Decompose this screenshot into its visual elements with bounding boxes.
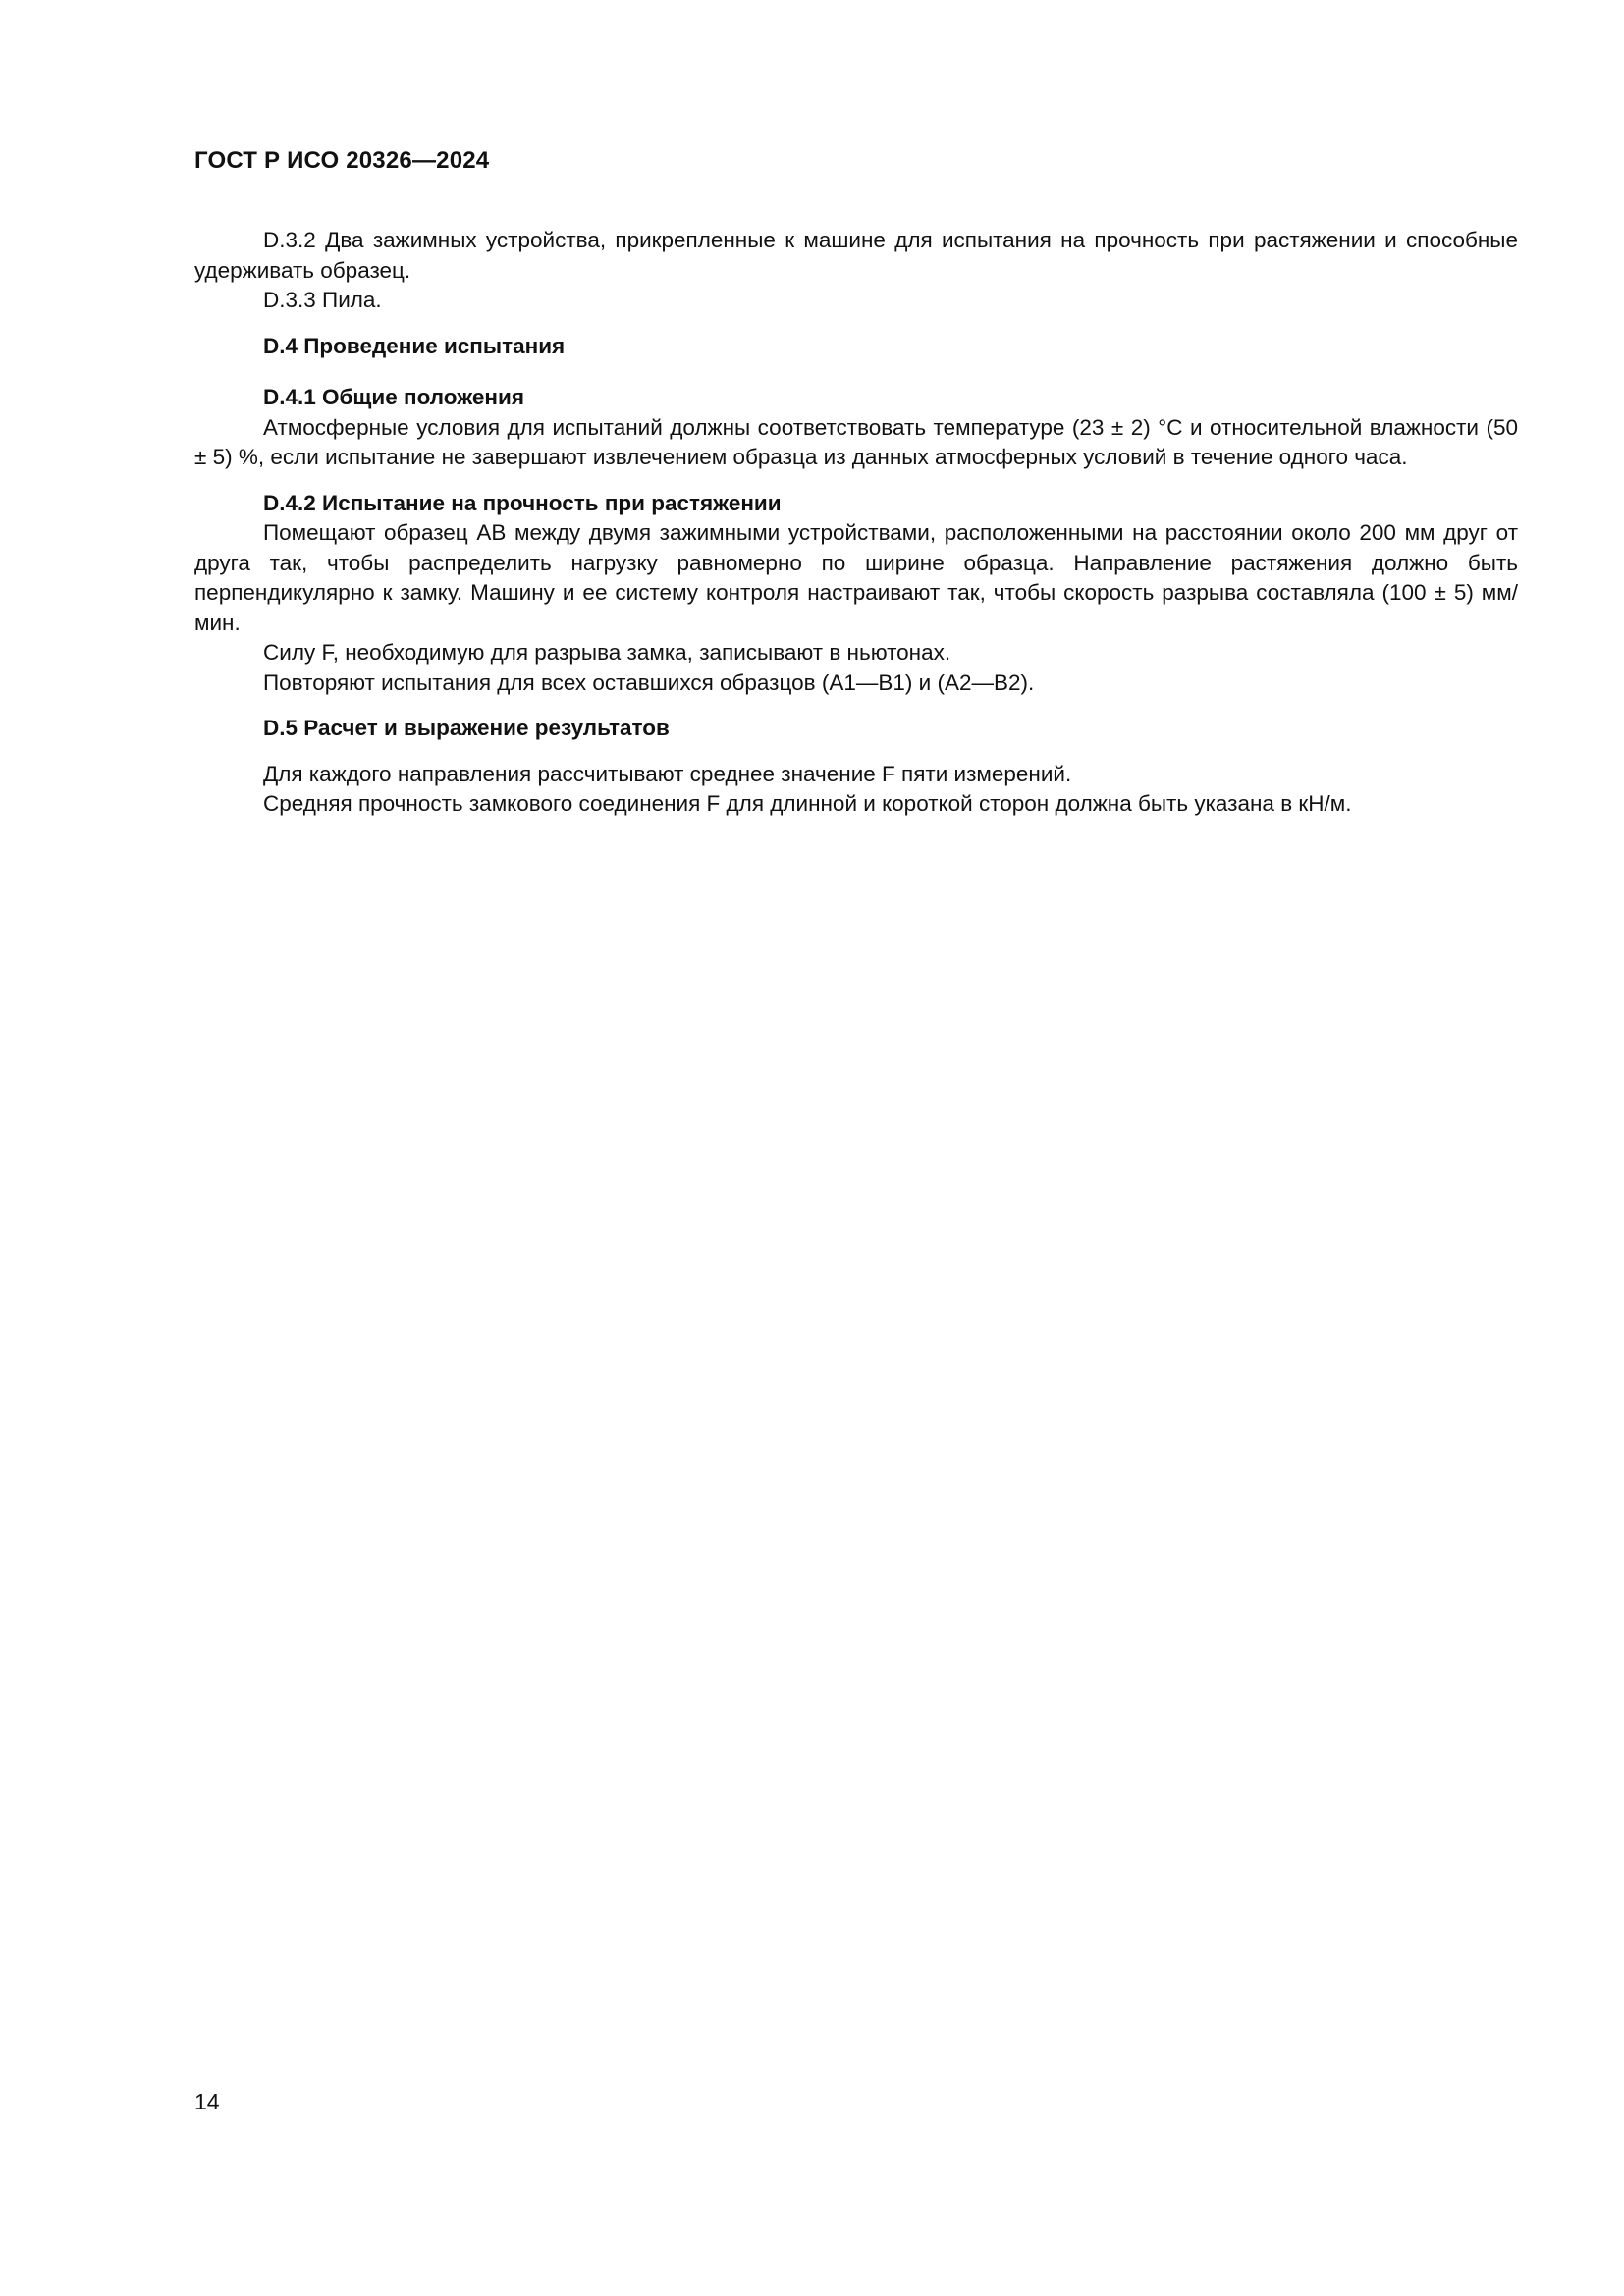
section-heading-d-5: D.5 Расчет и выражение результатов (263, 716, 670, 740)
paragraph-d-5-mean: Для каждого направления рассчитывают среднее значение F пяти измерений. (263, 761, 1072, 786)
paragraph-d-4-2-force: Силу F, необходимую для разрыва замка, записывают в ньютонах. (263, 640, 951, 665)
paragraph-d-3-2: D.3.2 Два зажимных устройства, прикрепленные к машине для испытания на прочность при растяжении и способные удерживать образец. (194, 228, 1518, 283)
paragraph-d-3-3: D.3.3 Пила. (263, 288, 382, 312)
section-heading-d-4: D.4 Проведение испытания (263, 333, 566, 358)
paragraph-d-5-strength: Средняя прочность замкового соединения F для длинной и короткой сторон должна быть указана в кН/м. (263, 791, 1352, 816)
document-body (194, 226, 1518, 820)
paragraph-d-4-2-repeat: Повторяют испытания для всех оставшихся образцов (А1—В1) и (А2—В2). (263, 669, 1035, 695)
paragraph-d-4-1: Атмосферные условия для испытаний должны соответствовать температуре (23 ± 2) °С и относительной влажности (50 ± 5) %, если испытание не завершают извлечением образца из данных атмосферных условий в течение одного часа. (194, 414, 1518, 469)
document-header: ГОСТ Р ИСО 20326—2024 (194, 147, 490, 174)
paragraph-d-4-2-setup: Помещают образец АВ между двумя зажимными устройствами, расположенными на расстоянии около 200 мм друг от друга так, чтобы распределить нагрузку равномерно по ширине образца. Направление растяжения должно быть перпендикулярно к замку. Машину и ее систему контроля настраивают так, чтобы скорость разрыва составляла (100 ± 5) мм/мин. (194, 520, 1518, 635)
section-heading-d-4-2: D.4.2 Испытание на прочность при растяжении (263, 490, 782, 515)
page-number: 14 (194, 2089, 220, 2114)
section-heading-d-4-1: D.4.1 Общие положения (263, 385, 524, 409)
